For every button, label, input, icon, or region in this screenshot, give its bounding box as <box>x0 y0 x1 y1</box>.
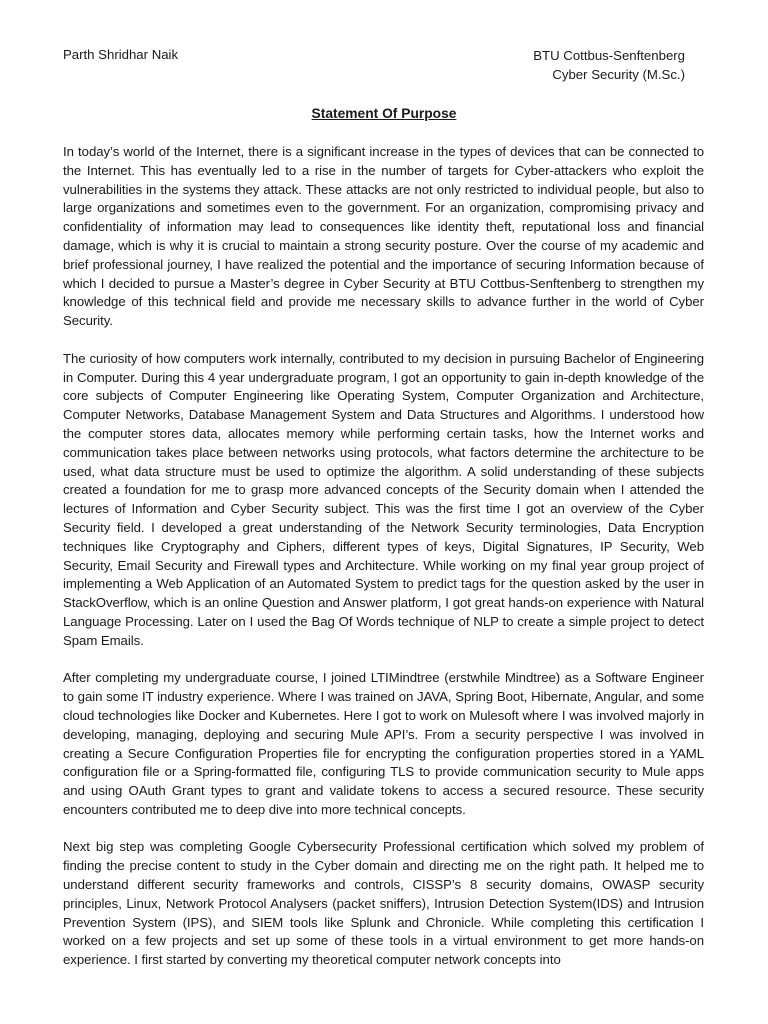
document-title: Statement Of Purpose <box>311 106 457 121</box>
author-name: Parth Shridhar Naik <box>63 47 179 62</box>
document-body <box>63 143 704 989</box>
program-name: Cyber Security (M.Sc.) <box>552 67 685 82</box>
paragraph-intro: In today’s world of the Internet, there is a significant increase in the types of devices that can be connected to the Internet. This has eventually led to a rise in the number of targets for Cyber-attackers who exploit the vulnerabilities in the systems they attack. These attacks are not only restricted to individual people, but also to large organizations and sometimes even to the government. For an organization, compromising privacy and confidentiality of information may lead to consequences like identity theft, reputational loss and financial damage, which is why it is crucial to maintain a strong security posture. Over the course of my academic and brief professional journey, I have realized the potential and the importance of securing Information because of which I decided to pursue a Master’s degree in Cyber Security at BTU Cottbus-Senftenberg to strengthen my knowledge of this technical field and provide me necessary skills to advance further in the world of Cyber Security. <box>63 144 704 329</box>
university-name: BTU Cottbus-Senftenberg <box>533 48 685 63</box>
paragraph-work-experience: After completing my undergraduate course, I joined LTIMindtree (erstwhile Mindtree) as a Software Engineer to gain some IT industry experience. Where I was trained on JAVA, Spring Boot, Hibernate, Angular, and some cloud technologies like Docker and Kubernetes. Here I got to work on Mulesoft where I was involved majorly in developing, managing, deploying and securing Mule API’s. From a security perspective I was involved in creating a Secure Configuration Properties file for encrypting the configuration properties stored in a YAML configuration file or a Spring-formatted file, configuring TLS to provide communication security to Mule apps and using OAuth Grant types to grant and validate tokens to access a secured resource. These security encounters contributed me to deep dive into more technical concepts. <box>63 670 704 817</box>
paragraph-certification: Next big step was completing Google Cybersecurity Professional certification which solved my problem of finding the precise content to study in the Cyber domain and directing me on the right path. It helped me to understand different security frameworks and controls, CISSP’s 8 security domains, OWASP security principles, Linux, Network Protocol Analysers (packet sniffers), Intrusion Detection System(IDS) and Intrusion Prevention System (IPS), and SIEM tools like Splunk and Chronicle. While completing this certification I worked on a few projects and set up some of these tools in a virtual environment to get more hands-on experience. I first started by converting my theoretical computer network concepts into <box>63 839 704 968</box>
paragraph-education: The curiosity of how computers work internally, contributed to my decision in pursuing Bachelor of Engineering in Computer. During this 4 year undergraduate program, I got an opportunity to gain in-depth knowledge of the core subjects of Computer Engineering like Operating System, Computer Organization and Architecture, Computer Networks, Database Management System and Data Structures and Algorithms. I understood how the computer stores data, allocates memory while performing certain tasks, how the Internet works and communication takes place between networks using protocols, what factors determine the architecture to be used, what data structure must be used to optimize the algorithm. A solid understanding of these subjects created a foundation for me to grasp more advanced concepts of the Security domain when I attended the lectures of Information and Cyber Security subject. This was the first time I got an overview of the Cyber Security field. I developed a great understanding of the Network Security terminologies, Data Encryption techniques like Cryptography and Ciphers, different types of keys, Digital Signatures, IP Security, Web Security, Email Security and Firewall types and Architecture. While working on my final year group project of implementing a Web Application of an Automated System to predict tags for the question asked by the user in StackOverflow, which is an online Question and Answer platform, I got great hands-on experience with Natural Language Processing. Later on I used the Bag Of Words technique of NLP to create a simple project to detect Spam Emails. <box>63 350 704 648</box>
affiliation-block <box>533 46 685 84</box>
